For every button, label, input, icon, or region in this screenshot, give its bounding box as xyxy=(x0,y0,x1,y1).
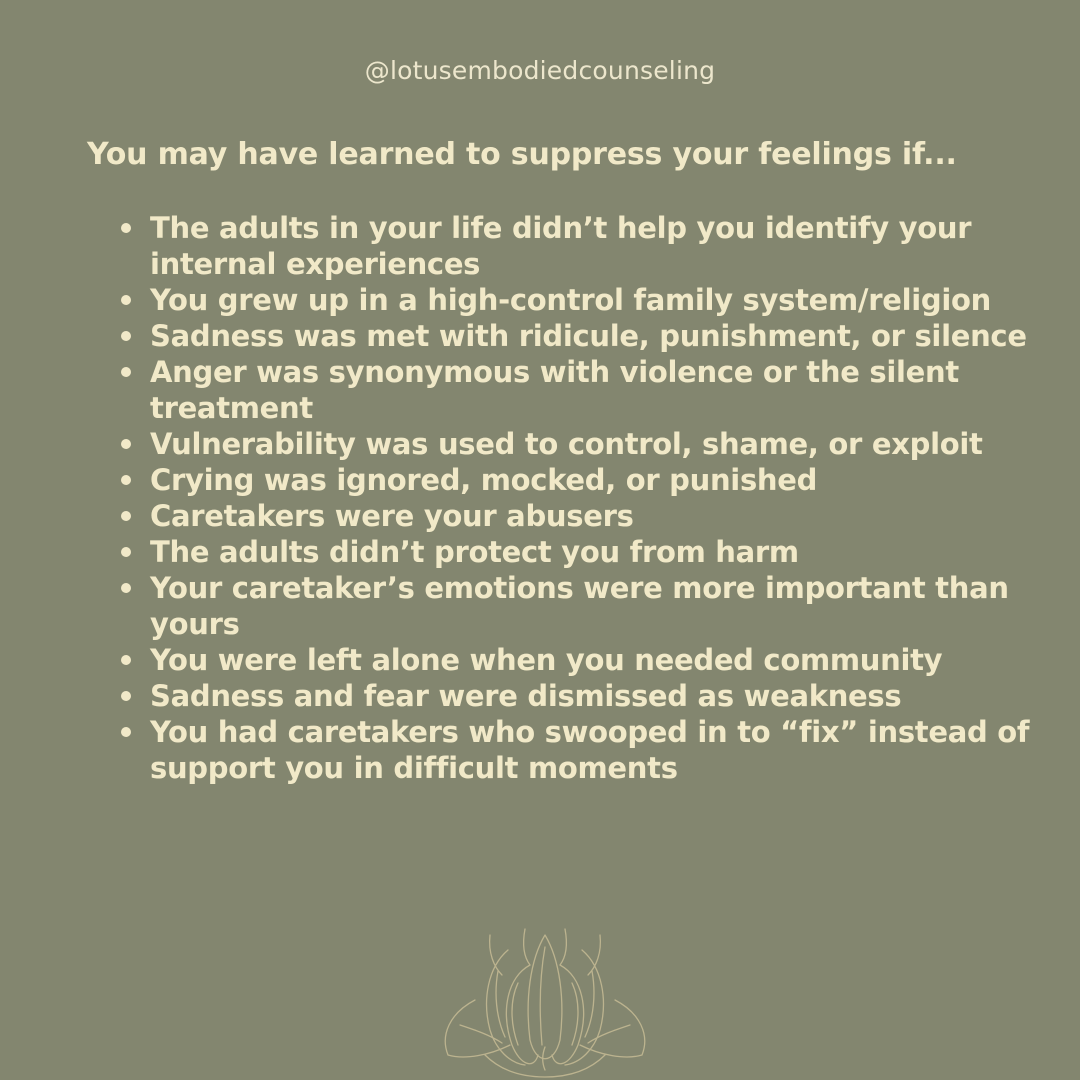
list-item xyxy=(117,570,1057,642)
list-item xyxy=(117,210,1057,282)
list-item xyxy=(117,282,1057,318)
bullet-dot xyxy=(121,331,131,341)
list-item xyxy=(117,714,1057,786)
list-item-text: You were left alone when you needed community xyxy=(150,643,943,677)
list-item-text: Sadness was met with ridicule, punishment, or silence xyxy=(150,319,1027,353)
list-item-text: Crying was ignored, mocked, or punished xyxy=(150,463,818,497)
bullet-dot xyxy=(121,727,131,737)
list-item xyxy=(117,498,1057,534)
list-item-text: Vulnerability was used to control, shame, or exploit xyxy=(150,427,983,461)
bullet-dot xyxy=(121,691,131,701)
bullet-dot xyxy=(121,367,131,377)
lotus-flower-icon xyxy=(430,905,660,1080)
list-item-text: Caretakers were your abusers xyxy=(150,499,634,533)
list-item xyxy=(117,534,1057,570)
list-item xyxy=(117,318,1057,354)
reasons-list xyxy=(117,210,1057,786)
list-item xyxy=(117,678,1057,714)
list-item xyxy=(117,642,1057,678)
post-heading: You may have learned to suppress your feelings if... xyxy=(87,137,957,172)
list-item-text: Sadness and fear were dismissed as weakness xyxy=(150,679,902,713)
bullet-dot xyxy=(121,583,131,593)
list-item xyxy=(117,354,1057,426)
list-item-text: You grew up in a high-control family system/religion xyxy=(150,283,991,317)
account-handle: @lotusembodiedcounseling xyxy=(364,56,716,85)
bullet-dot xyxy=(121,295,131,305)
list-item xyxy=(117,426,1057,462)
bullet-dot xyxy=(121,475,131,485)
bullet-dot xyxy=(121,655,131,665)
list-item-text: You had caretakers who swooped in to “fix” instead of support you in difficult moments xyxy=(150,715,1030,785)
bullet-dot xyxy=(121,223,131,233)
list-item-text: Your caretaker’s emotions were more important than yours xyxy=(150,571,1009,641)
bullet-dot xyxy=(121,511,131,521)
bullet-dot xyxy=(121,439,131,449)
bullet-dot xyxy=(121,547,131,557)
list-item-text: The adults didn’t protect you from harm xyxy=(150,535,799,569)
list-item-text: Anger was synonymous with violence or the silent treatment xyxy=(150,355,959,425)
list-item-text: The adults in your life didn’t help you identify your internal experiences xyxy=(150,211,972,281)
list-item xyxy=(117,462,1057,498)
